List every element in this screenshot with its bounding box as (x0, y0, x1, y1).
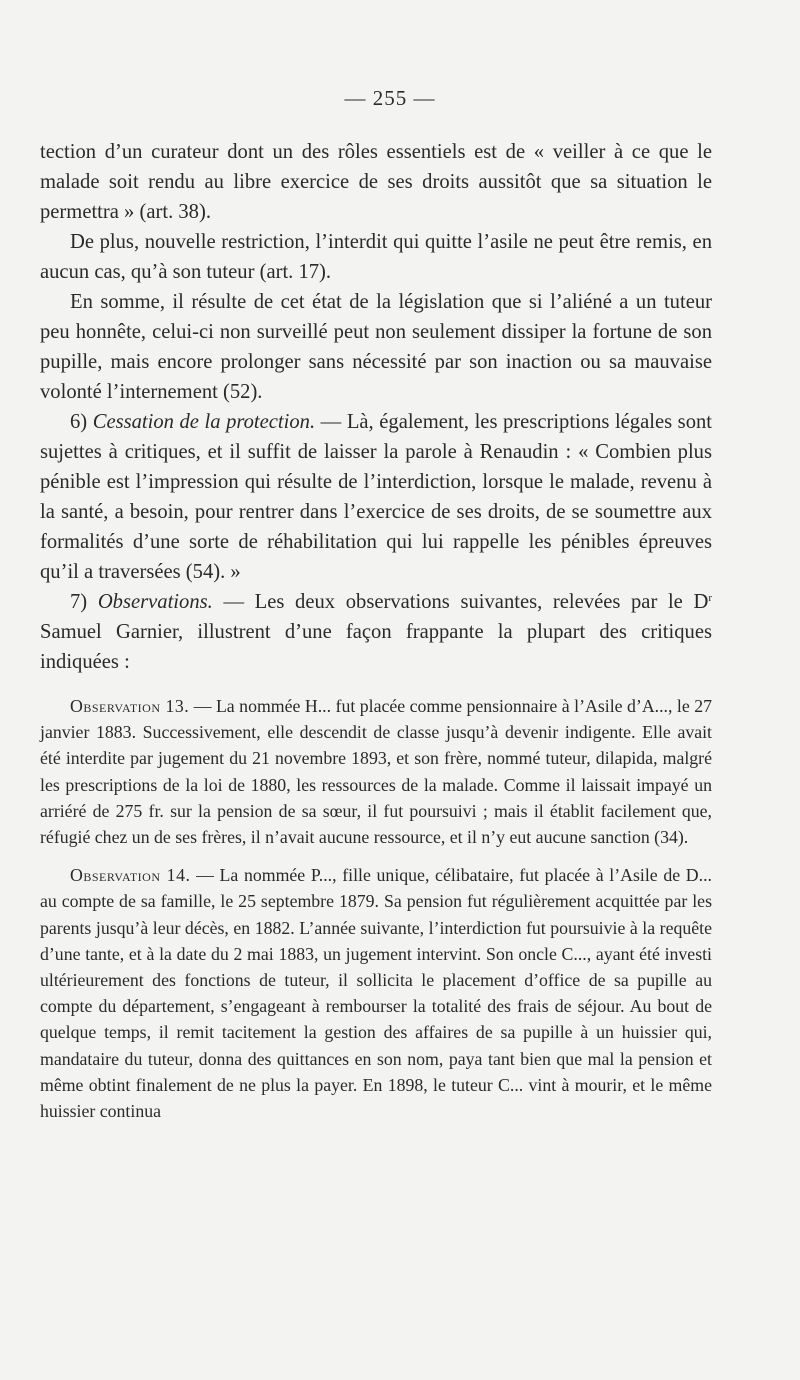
paragraph-1: tection d’un curateur dont un des rôles essentiels est de « veiller à ce que le malade soit rendu au libre exercice de ses droits aussitôt que sa situation le permettra » (art. 38). (40, 141, 712, 223)
document-page (40, 86, 712, 1136)
page-number: — 255 — (344, 86, 436, 110)
section-title-observations: Observations. (97, 591, 213, 613)
paragraph-5-body-b: Samuel Garnier, illustrent d’une façon frappante la plupart des critiques indiquées : (40, 621, 712, 673)
observation-13-text: — La nommée H... fut placée comme pensionnaire à l’Asile d’A..., le 27 janvier 1883. Successivement, elle descendit de classe jusqu’à devenir indigente. Elle avait été interdite par jugement du 21 novembre 1893, et son frère, nommé tuteur, dilapida, malgré les prescriptions de la loi de 1880, les ressources de la malade. Comme il laissait impayé un arriéré de 275 fr. sur la pension de sa sœur, il fut poursuivi ; mais il établit facilement que, réfugié chez un de ses frères, il n’avait aucune ressource, et il n’y eut aucune sanction (34). (40, 696, 712, 848)
paragraph-4 (40, 407, 712, 587)
doctor-superscript: r (708, 592, 712, 604)
section-number-7: 7) (70, 591, 88, 613)
observation-14-text: — La nommée P..., fille unique, célibataire, fut placée à l’Asile de D... au compte de sa famille, le 25 septembre 1879. Sa pension fut régulièrement acquittée par les parents jusqu’à leur décès, en 1882. L’année suivante, l’interdiction fut poursuivie à la requête d’une tante, et à la date du 2 mai 1883, un jugement intervint. Son oncle C..., ayant été investi ultérieurement des fonctions de tuteur, il sollicita le placement d’office de sa pupille au compte du département, s’engageant à rembourser la totalité des frais de séjour. Au bout de quelque temps, il remit tacitement la gestion des affaires de sa pupille à un huissier qui, mandataire du tuteur, donna des quittances en son nom, paya tant bien que mal la pension et même obtint finalement de ne plus la payer. En 1898, le tuteur C... vint à mourir, et le même huissier continua (40, 865, 712, 1122)
main-text (40, 137, 712, 677)
observations-block (40, 693, 712, 1124)
paragraph-5 (40, 587, 712, 677)
observation-14 (40, 862, 712, 1124)
paragraph-2: De plus, nouvelle restriction, l’interdit qui quitte l’asile ne peut être remis, en aucun cas, qu’à son tuteur (art. 17). (40, 231, 712, 283)
section-title-cessation: Cessation de la protection. (92, 411, 316, 433)
observation-14-label: Observation 14. (70, 865, 191, 886)
paragraph-4-body: — Là, également, les prescriptions légales sont sujettes à critiques, et il suffit de laisser la parole à Renaudin : « Combien plus pénible est l’impression qui résulte de l’interdiction, lorsque le malade, revenu à la santé, a besoin, pour rentrer dans l’exercice de ses droits, de se soumettre aux formalités d’une sorte de réhabilitation qui lui rappelle les pénibles épreuves qu’il a traversées (54). » (40, 411, 713, 583)
observation-13-label: Observation 13. (70, 696, 190, 716)
section-number-6: 6) (70, 411, 88, 433)
observation-13 (40, 693, 712, 850)
paragraph-3: En somme, il résulte de cet état de la législation que si l’aliéné a un tuteur peu honnête, celui-ci non surveillé peut non seulement dissiper la fortune de son pupille, mais encore prolonger sans nécessité par son inaction ou sa mauvaise volonté l’internement (52). (40, 291, 712, 403)
paragraph-5-body-a: — Les deux observations suivantes, relevées par le D (212, 591, 709, 613)
